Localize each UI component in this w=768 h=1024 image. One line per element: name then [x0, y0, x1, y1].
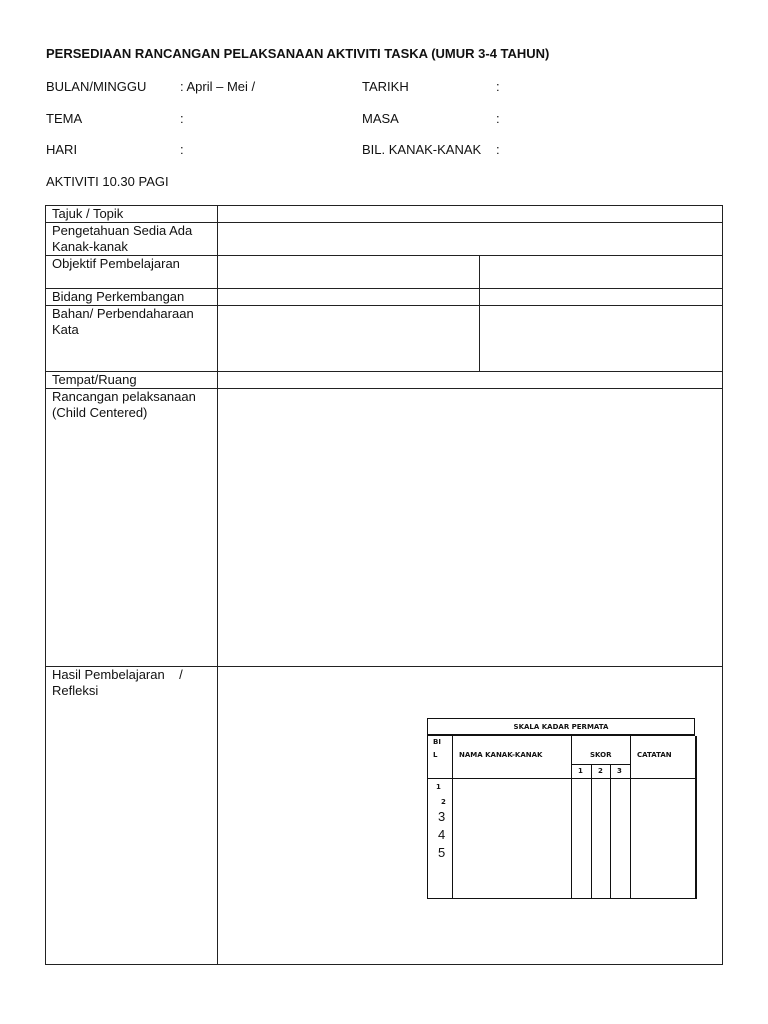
skala-title: SKALA KADAR PERMATA	[427, 718, 695, 736]
skala-bil-number: 1	[436, 783, 441, 791]
skala-divider	[571, 736, 572, 899]
hasil-label: Hasil Pembelajaran / Refleksi	[46, 667, 218, 965]
skala-divider	[452, 736, 453, 899]
skala-grid	[427, 736, 697, 899]
skala-divider	[427, 778, 697, 779]
skala-bil-header: L	[433, 751, 438, 759]
tempat-field[interactable]	[218, 372, 723, 389]
masa-label: MASA	[362, 111, 399, 126]
bulan-minggu-value: : April – Mei /	[180, 79, 256, 94]
bulan-minggu-label: BULAN/MINGGU	[46, 79, 147, 94]
bahan-field-right[interactable]	[480, 306, 723, 372]
rancangan-label: Rancangan pelaksanaan (Child Centered)	[46, 389, 218, 667]
skala-divider	[630, 736, 631, 899]
objektif-label: Objektif Pembelajaran	[46, 256, 218, 289]
hari-value: :	[180, 142, 184, 157]
skala-nama-header: NAMA KANAK-KANAK	[459, 751, 543, 759]
pengetahuan-field[interactable]	[218, 223, 723, 256]
objektif-field-right[interactable]	[480, 256, 723, 289]
hari-label: HARI	[46, 142, 78, 157]
masa-value: :	[496, 111, 500, 126]
tajuk-label: Tajuk / Topik	[46, 206, 218, 223]
table-row-bahan	[46, 306, 723, 372]
table-row-tajuk	[46, 206, 723, 223]
skala-skor-header: SKOR	[590, 751, 612, 759]
skala-bil-number: 4	[438, 827, 446, 842]
bil-kanak-kanak-value: :	[496, 142, 500, 157]
tajuk-field[interactable]	[218, 206, 723, 223]
skala-skor-col: 3	[617, 767, 622, 775]
table-row-pengetahuan	[46, 223, 723, 256]
skala-divider	[571, 764, 630, 765]
skala-kadar-permata-table	[427, 718, 695, 899]
table-row-bidang	[46, 289, 723, 306]
tarikh-label: TARIKH	[362, 79, 409, 94]
bidang-label: Bidang Perkembangan	[46, 289, 218, 306]
tarikh-value: :	[496, 79, 500, 94]
skala-divider	[610, 764, 611, 899]
skala-skor-col: 2	[598, 767, 603, 775]
tema-value: :	[180, 111, 184, 126]
tema-label: TEMA	[46, 111, 83, 126]
skala-divider	[591, 764, 592, 899]
bahan-field-left[interactable]	[218, 306, 480, 372]
rancangan-field[interactable]	[218, 389, 723, 667]
tempat-label: Tempat/Ruang	[46, 372, 218, 389]
objektif-field-left[interactable]	[218, 256, 480, 289]
bahan-label: Bahan/ Perbendaharaan Kata	[46, 306, 218, 372]
skala-catatan-header: CATATAN	[637, 751, 672, 759]
aktiviti-heading: AKTIVITI 10.30 PAGI	[46, 174, 169, 189]
skala-bil-number: 2	[441, 798, 446, 806]
skala-bil-number: 5	[438, 845, 446, 860]
table-row-rancangan	[46, 389, 723, 667]
skala-bil-header: BI	[433, 738, 441, 746]
bil-kanak-kanak-label: BIL. KANAK-KANAK	[362, 142, 482, 157]
pengetahuan-label: Pengetahuan Sedia Ada Kanak-kanak	[46, 223, 218, 256]
bidang-field-right[interactable]	[480, 289, 723, 306]
skala-bil-number: 3	[438, 809, 446, 824]
bidang-field-left[interactable]	[218, 289, 480, 306]
table-row-tempat	[46, 372, 723, 389]
table-row-objektif	[46, 256, 723, 289]
skala-skor-col: 1	[578, 767, 583, 775]
page-title: PERSEDIAAN RANCANGAN PELAKSANAAN AKTIVITI TASKA (UMUR 3-4 TAHUN)	[46, 46, 550, 61]
